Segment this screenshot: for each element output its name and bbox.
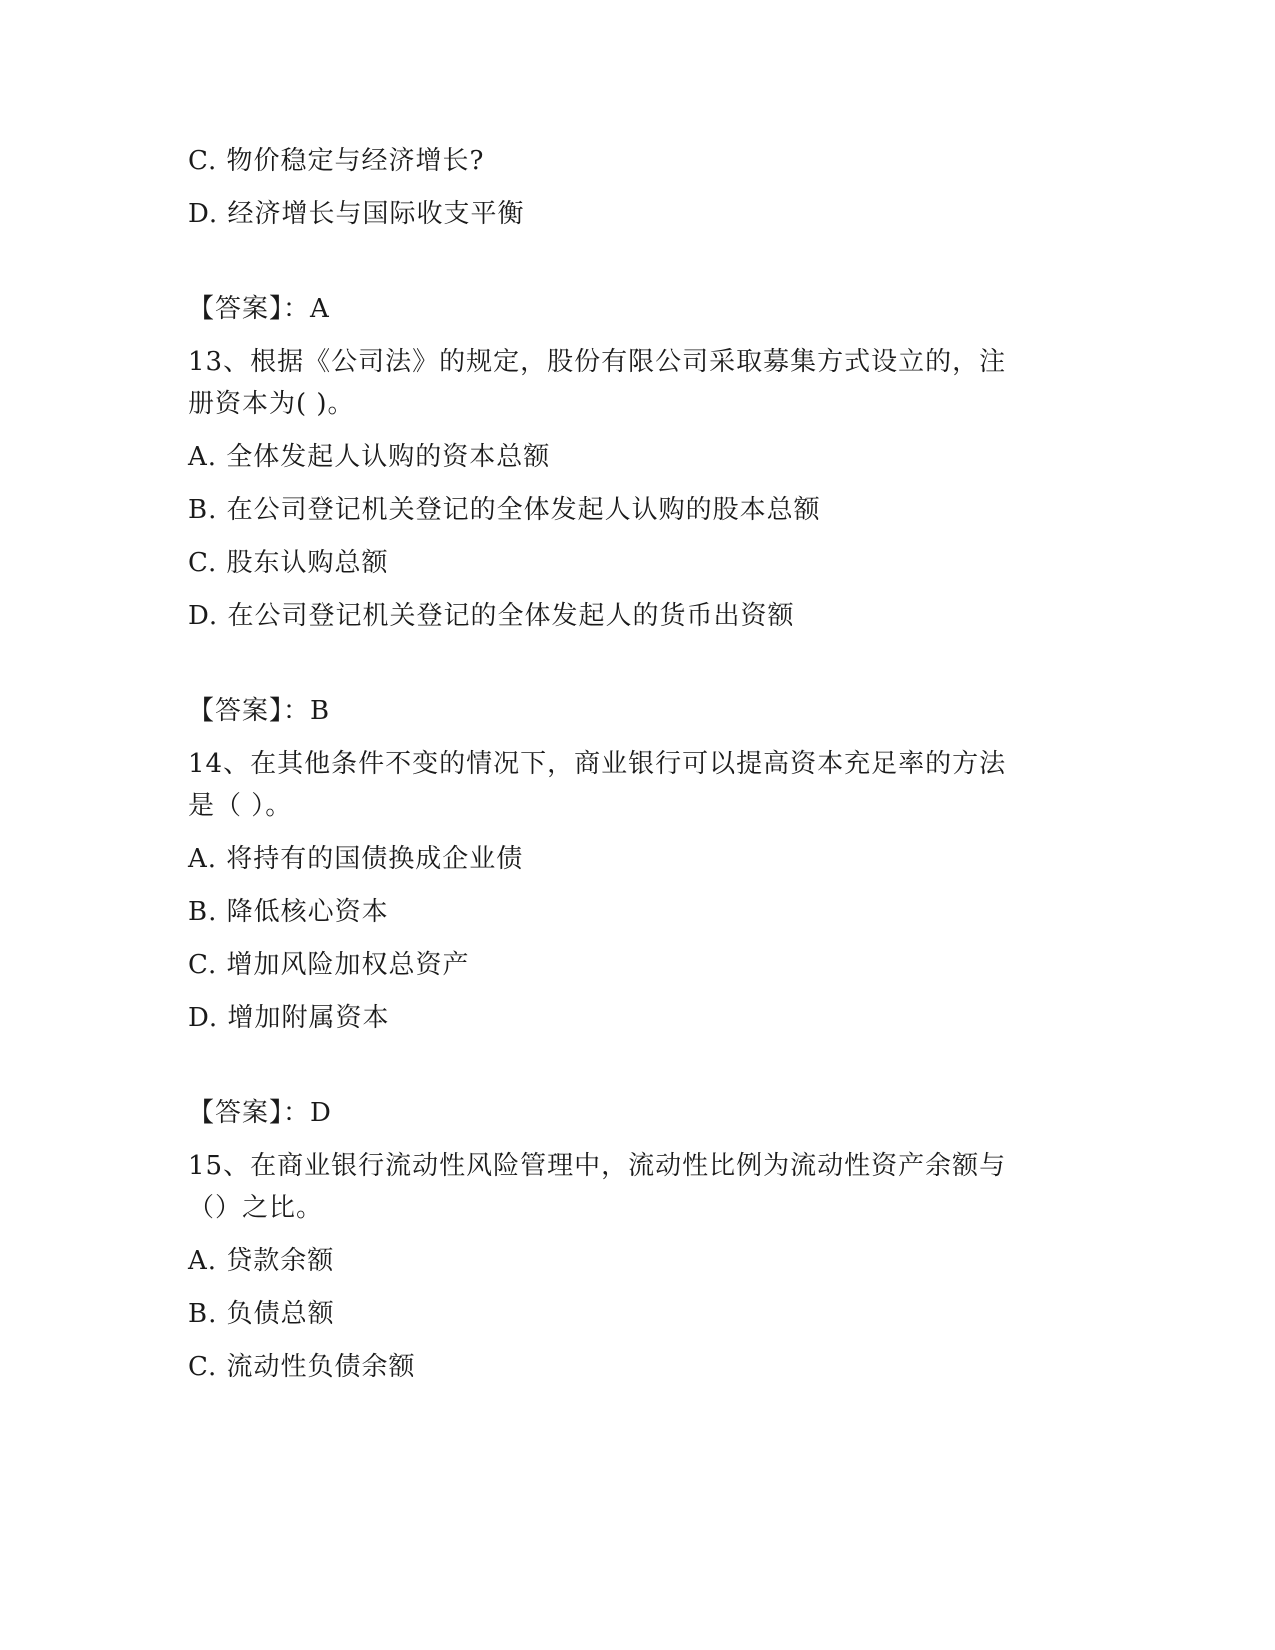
option-d-q12: D. 经济增长与国际收支平衡 [188,199,525,229]
question-14-line2: 是（ ）。 [188,791,293,821]
question-14-line1: 14、在其他条件不变的情况下，商业银行可以提高资本充足率的方法 [188,749,1007,779]
question-15-line1: 15、在商业银行流动性风险管理中，流动性比例为流动性资产余额与 [188,1151,1007,1181]
option-a-q15: A. 贷款余额 [188,1246,335,1276]
option-d-q13: D. 在公司登记机关登记的全体发起人的货币出资额 [188,601,795,631]
answer-q13: 【答案】：B [188,696,331,726]
option-a-q14: A. 将持有的国债换成企业债 [188,844,524,874]
question-13-line1: 13、根据《公司法》的规定，股份有限公司采取募集方式设立的，注 [188,347,1007,377]
option-c-q12: C. 物价稳定与经济增长? [188,146,485,176]
option-b-q15: B. 负债总额 [188,1299,335,1329]
option-a-q13: A. 全体发起人认购的资本总额 [188,442,551,472]
option-c-q15: C. 流动性负债余额 [188,1352,416,1382]
option-c-q13: C. 股东认购总额 [188,548,389,578]
question-13-line2: 册资本为( )。 [188,389,355,419]
option-b-q14: B. 降低核心资本 [188,897,389,927]
option-d-q14: D. 增加附属资本 [188,1003,390,1033]
option-b-q13: B. 在公司登记机关登记的全体发起人认购的股本总额 [188,495,821,525]
question-15-line2: （）之比。 [188,1193,324,1223]
answer-q14: 【答案】：D [188,1098,332,1128]
answer-q12: 【答案】：A [188,294,330,324]
option-c-q14: C. 增加风险加权总资产 [188,950,470,980]
